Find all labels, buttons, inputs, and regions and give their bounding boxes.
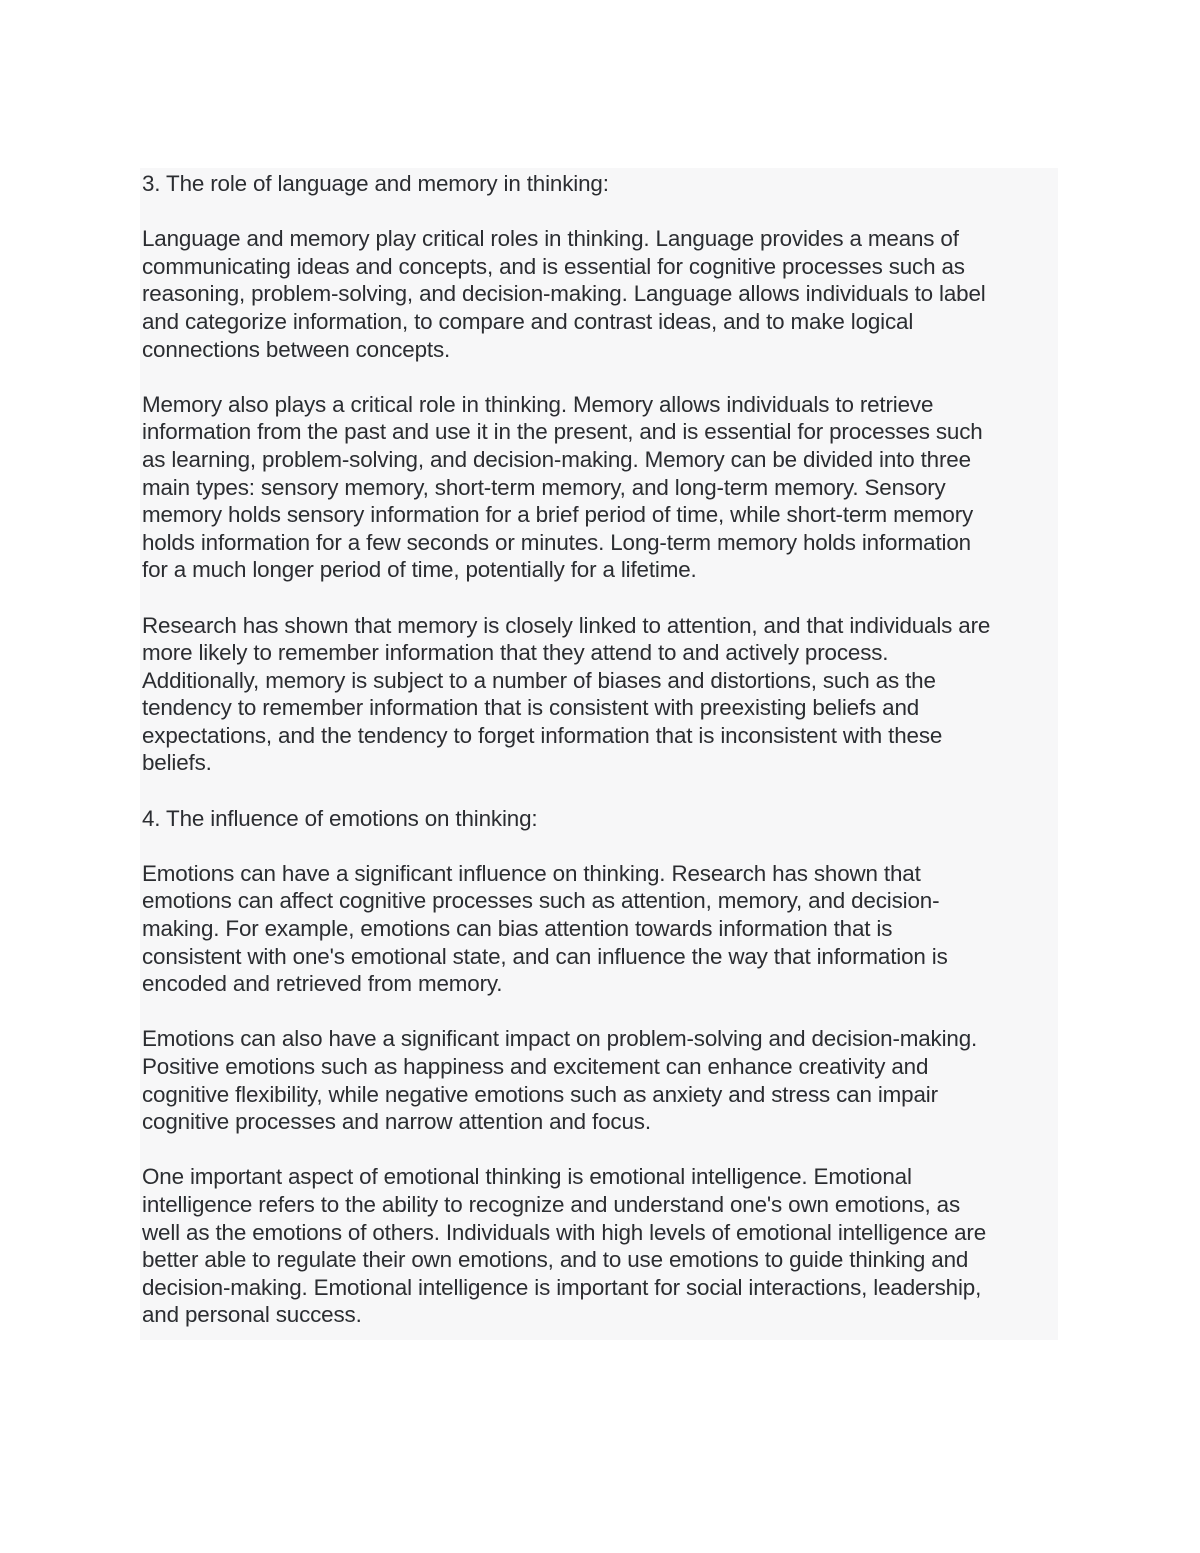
text-line: cognitive processes and narrow attention and focus. [142, 1109, 651, 1135]
paragraph-gap [142, 584, 1056, 612]
text-line: information from the past and use it in the present, and is essential for processes such [142, 419, 983, 445]
text-block [140, 168, 1058, 1340]
text-line: expectations, and the tendency to forget information that is inconsistent with these [142, 722, 943, 748]
paragraph [142, 860, 1056, 998]
text-line: 3. The role of language and memory in thinking: [142, 171, 609, 196]
text-line: well as the emotions of others. Individuals with high levels of emotional intelligence are [142, 1219, 987, 1245]
section-heading [142, 805, 1056, 833]
text-line: making. For example, emotions can bias attention towards information that is [142, 916, 893, 942]
text-line: Positive emotions such as happiness and excitement can enhance creativity and [142, 1054, 929, 1079]
paragraph-gap [142, 998, 1056, 1026]
text-line: Memory also plays a critical role in thinking. Memory allows individuals to retrieve [142, 391, 934, 417]
text-line: consistent with one's emotional state, and can influence the way that information is [142, 943, 948, 969]
text-line: 4. The influence of emotions on thinking: [142, 805, 538, 831]
paragraph [142, 391, 1056, 584]
text-line: intelligence refers to the ability to recognize and understand one's own emotions, as [142, 1191, 960, 1217]
text-line: communicating ideas and concepts, and is essential for cognitive processes such as [142, 253, 965, 279]
text-line: cognitive flexibility, while negative emotions such as anxiety and stress can impair [142, 1081, 938, 1107]
text-line: Additionally, memory is subject to a number of biases and distortions, such as the [142, 667, 936, 693]
text-line: beliefs. [142, 750, 212, 776]
text-line: memory holds sensory information for a brief period of time, while short-term memory [142, 502, 974, 528]
paragraph-gap [142, 832, 1056, 860]
text-line: Emotions can have a significant influence on thinking. Research has shown that [142, 860, 921, 886]
paragraph-gap [142, 363, 1056, 391]
text-line: and categorize information, to compare and contrast ideas, and to make logical [142, 308, 914, 334]
text-line: connections between concepts. [142, 336, 451, 362]
text-line: better able to regulate their own emotions, and to use emotions to guide thinking and [142, 1247, 969, 1273]
text-line: as learning, problem-solving, and decision-making. Memory can be divided into three [142, 446, 971, 472]
paragraph-gap [142, 198, 1056, 226]
paragraph-gap [142, 777, 1056, 805]
text-line: emotions can affect cognitive processes such as attention, memory, and decision- [142, 888, 940, 914]
text-line: more likely to remember information that they attend to and actively process. [142, 640, 889, 666]
paragraph [142, 1025, 1056, 1135]
text-line: One important aspect of emotional thinking is emotional intelligence. Emotional [142, 1164, 912, 1190]
text-line: holds information for a few seconds or minutes. Long-term memory holds information [142, 529, 971, 555]
text-line: Research has shown that memory is closely linked to attention, and that individuals are [142, 612, 991, 638]
text-line: Language and memory play critical roles in thinking. Language provides a means of [142, 226, 959, 252]
text-line: encoded and retrieved from memory. [142, 971, 503, 997]
text-line: Emotions can also have a significant impact on problem-solving and decision-making. [142, 1026, 978, 1052]
paragraph [142, 612, 1056, 778]
text-line: tendency to remember information that is consistent with preexisting beliefs and [142, 695, 920, 721]
section-heading [142, 170, 1056, 198]
text-line: and personal success. [142, 1302, 362, 1328]
text-line: reasoning, problem-solving, and decision-making. Language allows individuals to label [142, 281, 986, 307]
text-line: main types: sensory memory, short-term memory, and long-term memory. Sensory [142, 474, 946, 500]
paragraph [142, 1163, 1056, 1329]
paragraph [142, 225, 1056, 363]
text-line: decision-making. Emotional intelligence is important for social interactions, leadership, [142, 1274, 982, 1300]
text-line: for a much longer period of time, potentially for a lifetime. [142, 557, 697, 583]
paragraph-gap [142, 1136, 1056, 1164]
